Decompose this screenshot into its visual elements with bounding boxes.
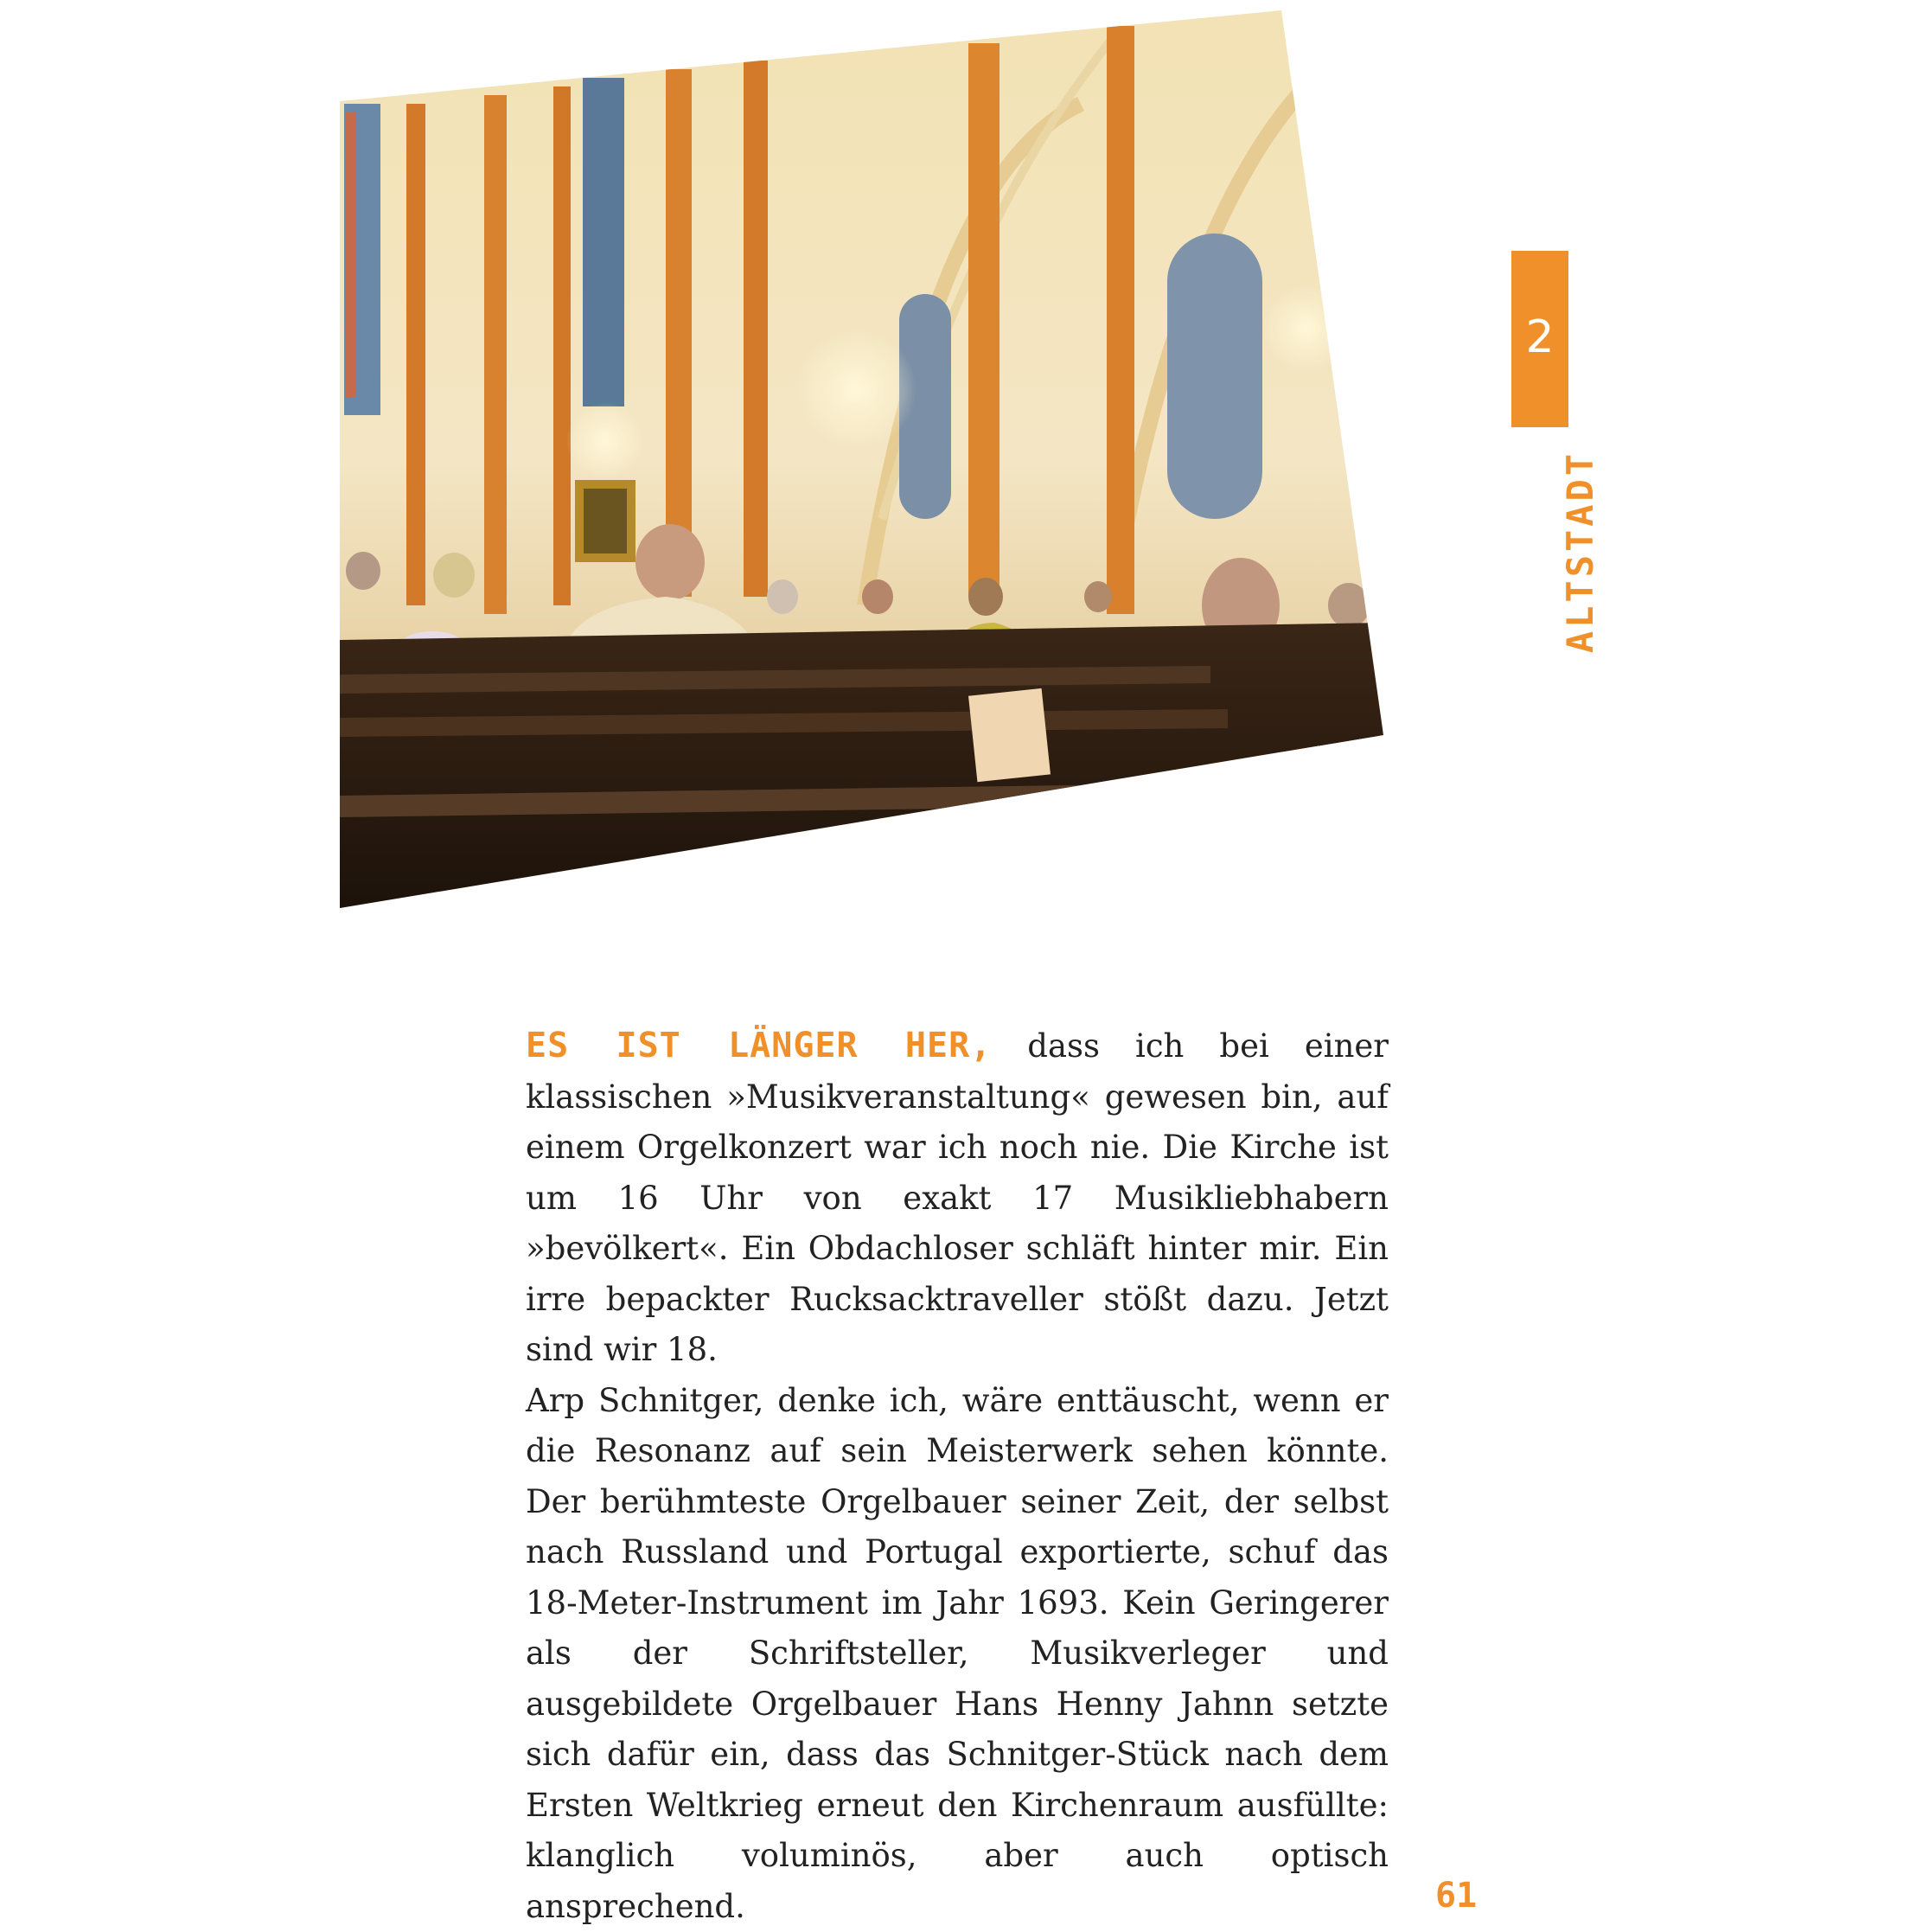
body-text bbox=[526, 1020, 1389, 1932]
section-label: ALTSTADT bbox=[1559, 450, 1601, 654]
page-number: 61 bbox=[1435, 1876, 1478, 1916]
chapter-number-tab: 2 bbox=[1511, 251, 1568, 427]
lead-in: ES IST LÄNGER HER, bbox=[526, 1026, 993, 1065]
paragraph-1: dass ich bei einer klassischen »Musikveranstaltung« gewesen bin, auf einem Orgelkonzert war ich noch nie. Die Kirche ist um 16 Uhr von exakt 17 Musikliebhabern »bevölkert«. Ein Obdachloser schläft hinter mir. Ein irre bepackter Rucksacktraveller stößt dazu. Jetzt sind wir 18. bbox=[526, 1027, 1389, 1368]
paragraph-2: Arp Schnitger, denke ich, wäre enttäuscht, wenn er die Resonanz auf sein Meisterwerk sehen könnte. Der berühmteste Orgelbauer seiner Zeit, der selbst nach Russland und Portugal exportierte, schuf das 18-Meter-Instrument im Jahr 1693. Kein Geringerer als der Schriftsteller, Musikverleger und ausgebildete Orgelbauer Hans Henny Jahnn setzte sich dafür ein, dass das Schnitger-Stück nach dem Ersten Weltkrieg erneut den Kirchenraum ausfüllte: klanglich voluminös, aber auch optisch ansprechend. bbox=[526, 1381, 1389, 1925]
